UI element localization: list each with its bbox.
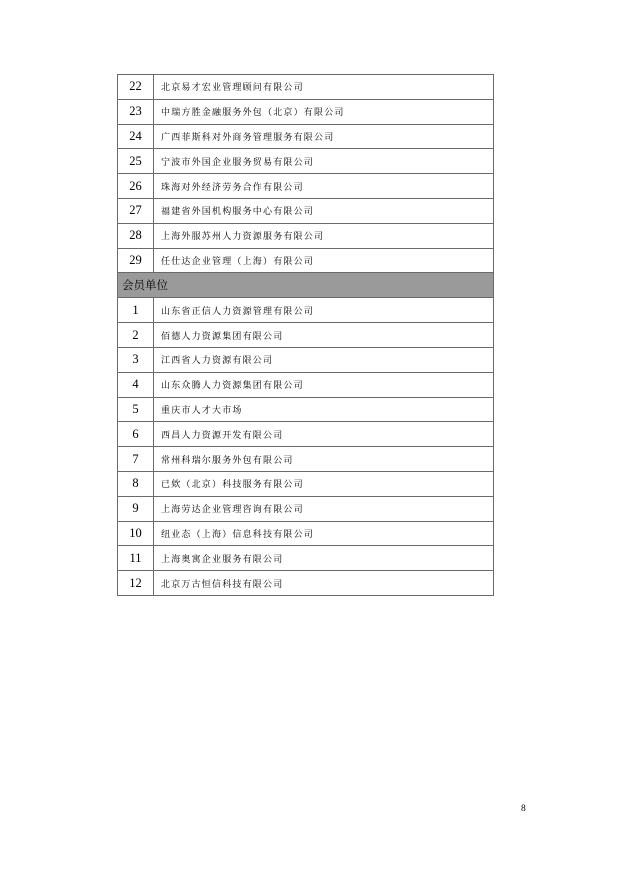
row-number: 2: [118, 323, 154, 348]
row-number: 11: [118, 546, 154, 571]
company-name: 上海劳达企业管理咨询有限公司: [154, 496, 494, 521]
table-row: [118, 99, 494, 124]
company-name: 福建省外国机构服务中心有限公司: [154, 198, 494, 223]
table-row: [118, 75, 494, 100]
company-name: 纽业态（上海）信息科技有限公司: [154, 521, 494, 546]
company-name: 宁波市外国企业服务贸易有限公司: [154, 149, 494, 174]
company-name: 江西省人力资源有限公司: [154, 347, 494, 372]
company-name: 西昌人力资源开发有限公司: [154, 422, 494, 447]
row-number: 10: [118, 521, 154, 546]
table-row: [118, 397, 494, 422]
table-row: [118, 248, 494, 273]
section-title: 会员单位: [118, 273, 494, 298]
page-number: 8: [521, 804, 526, 814]
company-name: 北京易才宏业管理顾问有限公司: [154, 75, 494, 100]
table-row: [118, 422, 494, 447]
row-number: 4: [118, 372, 154, 397]
table-row: [118, 521, 494, 546]
row-number: 5: [118, 397, 154, 422]
table-row: [118, 447, 494, 472]
row-number: 25: [118, 149, 154, 174]
row-number: 28: [118, 223, 154, 248]
row-number: 12: [118, 571, 154, 596]
row-number: 29: [118, 248, 154, 273]
company-name: 已欸（北京）科技服务有限公司: [154, 471, 494, 496]
row-number: 7: [118, 447, 154, 472]
row-number: 24: [118, 124, 154, 149]
table-row: [118, 174, 494, 199]
table-row: [118, 124, 494, 149]
company-name: 佰德人力资源集团有限公司: [154, 323, 494, 348]
table-row: [118, 323, 494, 348]
row-number: 27: [118, 198, 154, 223]
company-name: 上海奥寓企业服务有限公司: [154, 546, 494, 571]
row-number: 23: [118, 99, 154, 124]
row-number: 1: [118, 298, 154, 323]
row-number: 22: [118, 75, 154, 100]
table-row: [118, 298, 494, 323]
table-row: [118, 546, 494, 571]
row-number: 8: [118, 471, 154, 496]
company-name: 重庆市人才大市场: [154, 397, 494, 422]
row-number: 3: [118, 347, 154, 372]
table-row: [118, 149, 494, 174]
company-name: 任仕达企业管理（上海）有限公司: [154, 248, 494, 273]
table-row: [118, 471, 494, 496]
row-number: 9: [118, 496, 154, 521]
company-name: 北京万古恒信科技有限公司: [154, 571, 494, 596]
company-name: 广西菲斯科对外商务管理服务有限公司: [154, 124, 494, 149]
company-name: 山东省正信人力资源管理有限公司: [154, 298, 494, 323]
row-number: 6: [118, 422, 154, 447]
company-name: 上海外服苏州人力资源服务有限公司: [154, 223, 494, 248]
member-table: [117, 74, 494, 596]
section-header-row: [118, 273, 494, 298]
row-number: 26: [118, 174, 154, 199]
company-name: 常州科瑞尔服务外包有限公司: [154, 447, 494, 472]
table-row: [118, 571, 494, 596]
table-row: [118, 496, 494, 521]
company-name: 山东众腾人力资源集团有限公司: [154, 372, 494, 397]
table-row: [118, 347, 494, 372]
table-row: [118, 372, 494, 397]
table-row: [118, 198, 494, 223]
table-row: [118, 223, 494, 248]
company-name: 珠海对外经济劳务合作有限公司: [154, 174, 494, 199]
company-name: 中瑞方胜金融服务外包（北京）有限公司: [154, 99, 494, 124]
